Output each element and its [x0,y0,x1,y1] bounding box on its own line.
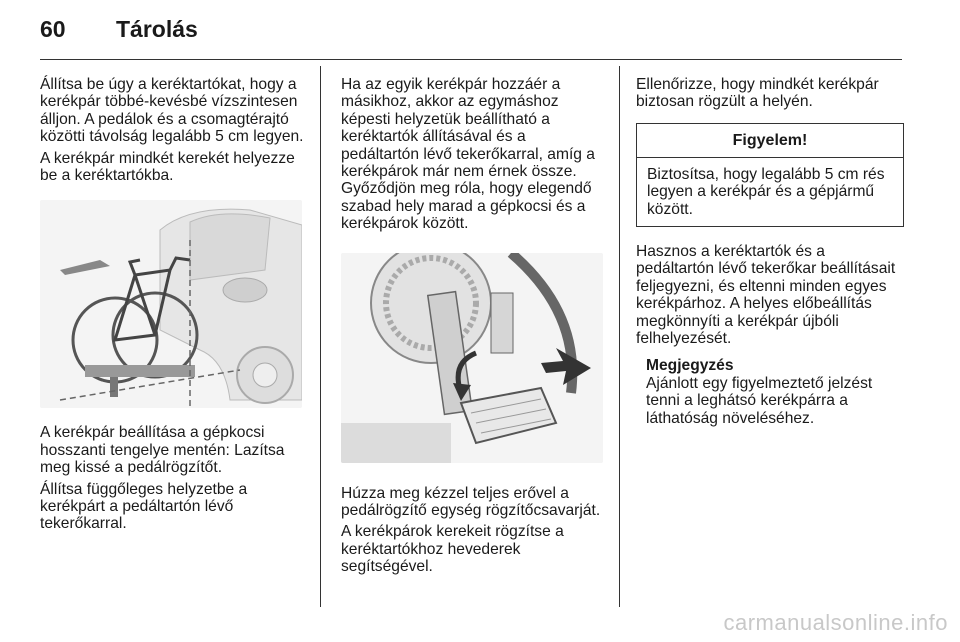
paragraph: Hasznos a keréktartók és a pedáltartón lévő tekerőkar beállításait feljegyezni, és eltenni minden egyes kerékpárhoz. A helyes előbeállítás megkönnyíti a kerékpár újbóli felhelyezését. [636,243,896,348]
paragraph: Húzza meg kézzel teljes erővel a pedálrögzítő egység rögzítőcsavarját. [341,484,601,520]
header-divider [40,59,902,60]
pedal-clamp-image [341,253,603,463]
warning-box [636,123,904,227]
paragraph: Állítsa függőleges helyzetbe a kerékpárt a pedáltartón lévő tekerőkarral. [40,480,248,533]
paragraph: A kerékpárok kerekeit rögzítse a keréktartókhoz hevederek segítségével. [341,523,564,576]
paragraph: Ellenőrizze, hogy mindkét kerékpár biztosan rögzült a helyén. [636,76,879,111]
note-title: Megjegyzés [646,357,734,375]
column-divider-2 [619,66,620,607]
column-2 [341,76,607,580]
paragraph: A kerékpár beállítása a gépkocsi hosszanti tengelye mentén: Lazítsa meg kissé a pedálrögzítőt. [40,424,285,477]
watermark: carmanualsonline.info [723,610,948,635]
page-title: Tárolás [116,16,198,42]
column-1 [40,76,308,537]
bike-on-carrier-image [40,200,302,408]
paragraph: A kerékpár mindkét kerekét helyezze be a keréktartókba. [40,149,295,185]
column-3 [636,76,904,431]
paragraph: Ha az egyik kerékpár hozzáér a másikhoz, akkor az egymáshoz képesti helyzetük beállítható a keréktartók állításával és a pedáltartón lévő tekerőkarral, amíg a kerékpárok már nem érnek össze. Győződjön meg róla, hogy elegendő szabad hely marad a gépkocsi és a kerékpárok között. [341,76,595,233]
warning-title: Figyelem! [637,124,903,158]
note-text: Ajánlott egy figyelmeztető jelzést tenni a leghátsó kerékpárra a láthatóság növeléséhez. [646,374,873,427]
note-block [646,357,904,427]
pedal-holder-illustration [341,253,603,463]
warning-text: Biztosítsa, hogy legalább 5 cm rés legyen a kerékpár és a gépjármű között. [647,165,885,218]
column-divider-1 [320,66,321,607]
paragraph: Állítsa be úgy a keréktartókat, hogy a kerékpár többé-kevésbé vízszintesen álljon. A pedálok és a csomagtérajtó közötti távolság legalább 5 cm legyen. [40,76,304,146]
page-header [40,16,902,50]
bike-carrier-illustration [40,200,302,408]
page-number: 60 [40,16,66,42]
